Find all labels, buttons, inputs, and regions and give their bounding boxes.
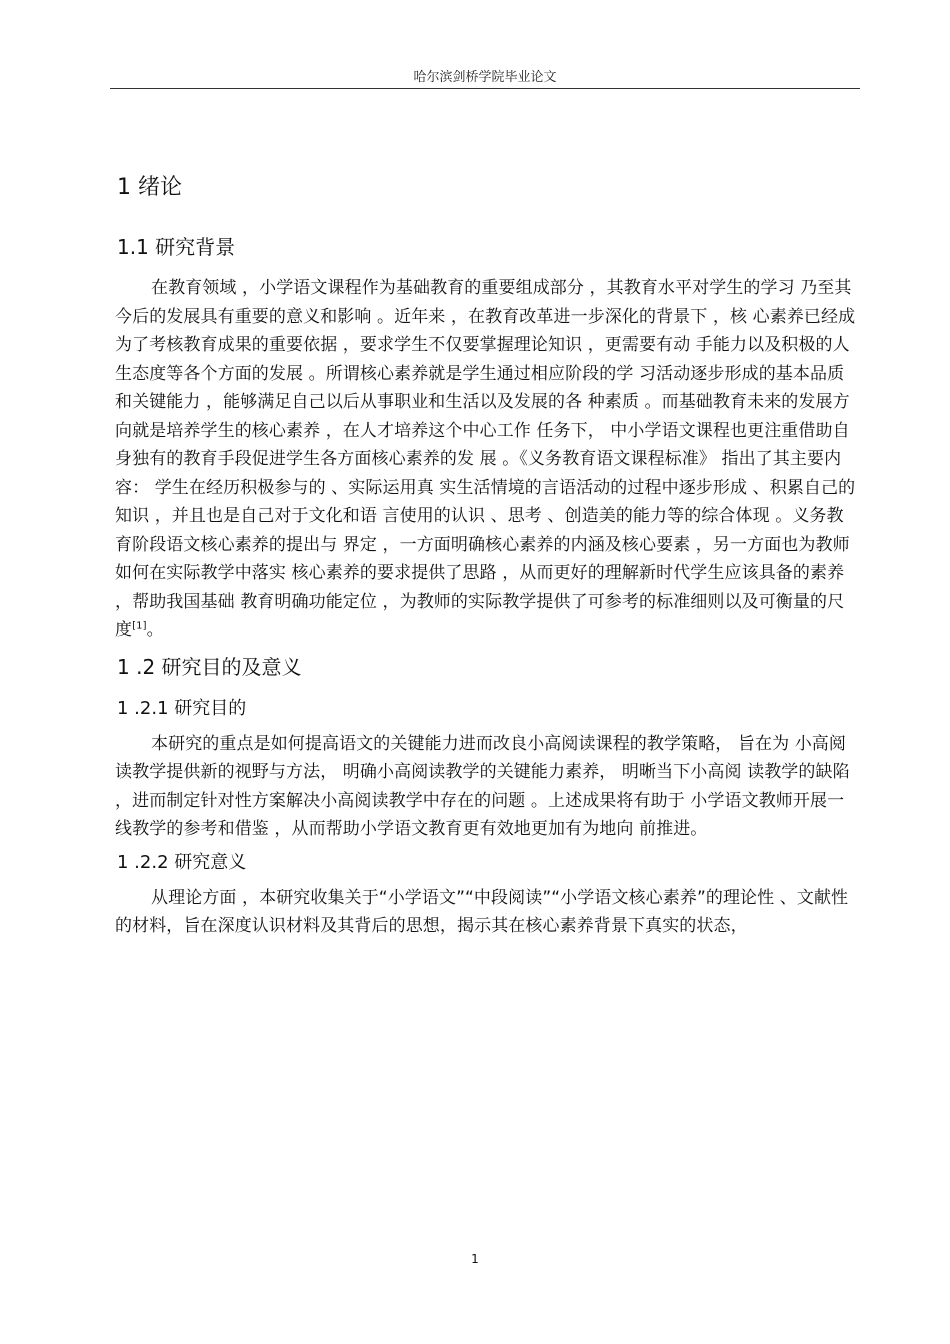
section-1-2-2-paragraph: 从理论方面 ，本研究收集关于“小学语文”“中段阅读”“小学语文核心素养”的理论性 、文献性的材料，旨在深度认识材料及其背后的思想，揭示其在核心素养背景下真实的状态， — [115, 887, 849, 936]
citation-marker[interactable]: [1] — [132, 620, 147, 632]
section-1-2-2-heading: 1 .2.2 研究意义 — [117, 851, 247, 873]
section-1-1-ending: 。 — [146, 620, 164, 640]
header-rule — [110, 88, 860, 89]
section-1-2-1-paragraph: 本研究的重点是如何提高语文的关键能力进而改良小高阅读课程的教学策略， 旨在为 小高阅读教学提供新的视野与方法， 明确小高阅读教学的关键能力素养， 明晰当下小高阅 读教学的缺陷 ，进而制定针对性方案解决小高阅读教学中存在的问题 。上述成果将有助于 小学语文教师开展一线教学的参考和借鉴 ，从而帮助小学语文教育更有效地更加有为地向 前推进。 — [115, 733, 850, 839]
chapter-title: 1 绪论 — [117, 175, 182, 200]
page-number: 1 — [471, 1252, 479, 1266]
running-header: 哈尔滨剑桥学院毕业论文 — [413, 70, 557, 85]
section-1-2-heading: 1 .2 研究目的及意义 — [117, 654, 302, 679]
page-body — [115, 170, 860, 945]
section-1-1-text: 在教育领域 ，小学语文课程作为基础教育的重要组成部分 ，其教育水平对学生的学习 乃至其今后的发展具有重要的意义和影响 。近年来 ，在教育改革进一步深化的背景下 ，核 心素养已经成为了考核教育成果的重要依据 ，要求学生不仅要掌握理论知识 ，更需要有动 手能力以及积极的人生态度等各个方面的发展 。所谓核心素养就是学生通过相应阶段的学 习活动逐步形成的基本品质和关键能力 ，能够满足自己以后从事职业和生活以及发展的各 种素质 。而基础教育未来的发展方向就是培养学生的核心素养 ，在人才培养这个中心工作 任务下， 中小学语文课程也更注重借助自身独有的教育手段促进学生各方面核心素养的发 展 。《义务教育语文课程标准》 指出了其主要内容： 学生在经历积极参与的 、实际运用真 实生活情境的言语活动的过程中逐步形成 、积累自己的知识 ，并且也是自己对于文化和语 言使用的认识 、思考 、创造美的能力等的综合体现 。义务教育阶段语文核心素养的提出与 界定 ，一方面明确核心素养的内涵及核心要素 ，另一方面也为教师如何在实际教学中落实 核心素养的要求提供了思路 ，从而更好的理解新时代学生应该具备的素养 ，帮助我国基础 教育明确功能定位 ，为教师的实际教学提供了可参考的标准细则以及可衡量的尺度 — [115, 278, 856, 640]
section-1-2-1-heading: 1 .2.1 研究目的 — [117, 697, 247, 719]
section-1-1-heading: 1.1 研究背景 — [117, 235, 236, 259]
section-1-1-paragraph — [115, 274, 860, 645]
